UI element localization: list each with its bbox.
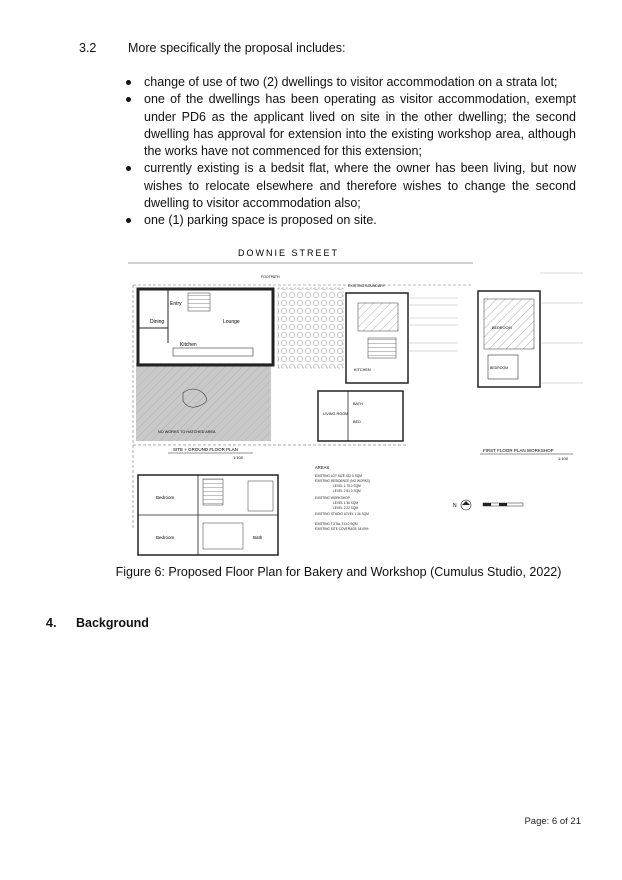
page-number: Page: 6 of 21 — [524, 816, 581, 827]
no-works-label: NO WORKS TO HATCHED AREA — [158, 430, 216, 434]
room-label: Kitchen — [180, 342, 197, 348]
bullet-icon — [126, 80, 131, 85]
list-item: change of use of two (2) dwellings to visitor accommodation on a strata lot; — [124, 74, 576, 91]
proposal-list — [124, 74, 576, 230]
list-item: one (1) parking space is proposed on site. — [124, 212, 576, 229]
room-label: Entry — [170, 301, 182, 307]
room-label: Dining — [150, 319, 165, 325]
areas-line: EXISTING RESIDENCE (NO WORKS) — [315, 479, 371, 483]
north-arrow-icon — [453, 500, 471, 510]
areas-line: LEVEL 1 36 SQM — [333, 501, 359, 505]
room-label: Bedroom — [156, 495, 175, 500]
street-label: DOWNIE STREET — [238, 248, 340, 258]
site-plan-scale: 1:100 — [233, 455, 244, 460]
first-floor-scale: 1:100 — [558, 456, 569, 461]
footpath-label: FOOTPATH — [261, 275, 280, 279]
first-floor-title: FIRST FLOOR PLAN WORKSHOP — [483, 448, 554, 453]
room-label: LIVING ROOM — [323, 412, 349, 416]
floor-plan-figure — [128, 243, 588, 561]
svg-text:N: N — [453, 503, 457, 509]
section-lead: More specifically the proposal includes: — [128, 41, 346, 55]
room-label: BATH — [353, 402, 363, 406]
figure-caption: Figure 6: Proposed Floor Plan for Bakery and Workshop (Cumulus Studio, 2022) — [115, 565, 562, 579]
room-label: Bedroom — [156, 535, 175, 540]
list-item: one of the dwellings has been operating as visitor accommodation, exempt under PD6 as the applicant lived on site in the other dwelling; the second dwelling has approval for extension into the existing workshop area, although the works have not commenced for this extension; — [124, 91, 576, 160]
room-label: Lounge — [223, 319, 240, 325]
areas-line: EXISTING WORKSHOP — [315, 496, 350, 500]
areas-line: EXISTING TOTAL 213.0 SQM — [315, 522, 358, 526]
room-label: BED — [353, 420, 361, 424]
scale-bar-icon — [483, 503, 523, 506]
areas-line: LEVEL 2 22 SQM — [333, 506, 359, 510]
areas-line: EXISTING SITE COVERAGE 18.00% — [315, 527, 369, 531]
bullet-icon — [126, 97, 131, 102]
room-label: BEDROOM — [490, 366, 509, 370]
section-number: 3.2 — [79, 41, 97, 55]
bullet-icon — [126, 166, 131, 171]
room-label: KITCHEN — [354, 368, 371, 372]
site-plan-title: SITE + GROUND FLOOR PLAN — [173, 447, 238, 452]
areas-line: LEVEL 2 51.0 SQM — [333, 489, 361, 493]
areas-line: EXISTING STUDIO LEVEL 1 34 SQM — [315, 512, 369, 516]
section-heading: Background — [76, 616, 149, 630]
boundary-label: EXISTING BOUNDARY — [348, 284, 386, 288]
bullet-icon — [126, 218, 131, 223]
section-number: 4. — [46, 616, 57, 630]
areas-title: AREAS — [315, 465, 330, 470]
areas-line: EXISTING LOT SIZE 432.0 SQM — [315, 474, 362, 478]
list-item: currently existing is a bedsit flat, where the owner has been living, but now wishes to relocate elsewhere and therefore wishes to change the second dwelling to visitor accommodation also; — [124, 160, 576, 212]
room-label: BEDROOM — [492, 326, 512, 330]
areas-line: LEVEL 1 75.0 SQM — [333, 484, 361, 488]
room-label: Bath — [253, 535, 263, 540]
